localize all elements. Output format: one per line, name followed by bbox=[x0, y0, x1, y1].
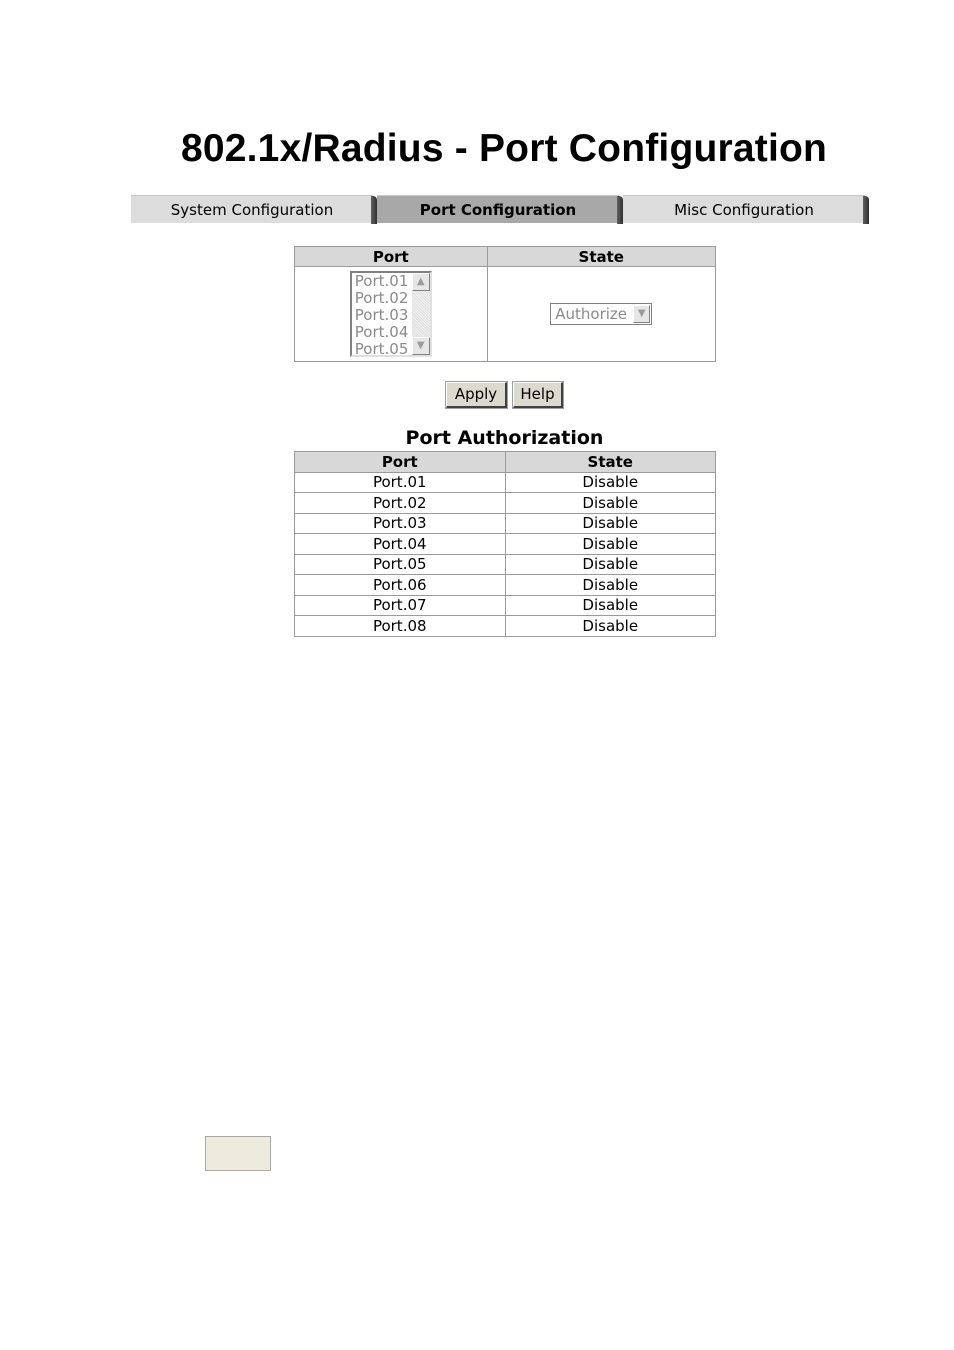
tab-port-configuration[interactable] bbox=[377, 195, 619, 223]
tab-edge bbox=[863, 196, 869, 224]
state-select-cell bbox=[487, 267, 715, 362]
port-authorization-table bbox=[294, 451, 716, 637]
port-option[interactable]: Port.04 bbox=[354, 323, 409, 341]
page-title: 802.1x/Radius - Port Configuration bbox=[180, 127, 828, 170]
auth-state-header: State bbox=[505, 452, 716, 473]
table-row bbox=[295, 493, 716, 514]
tab-label: System Configuration bbox=[170, 201, 334, 219]
row-port: Port.06 bbox=[295, 575, 506, 596]
row-port: Port.02 bbox=[295, 493, 506, 514]
apply-button[interactable]: Apply bbox=[446, 382, 507, 408]
port-option[interactable]: Port.01 bbox=[354, 272, 409, 290]
row-state: Disable bbox=[505, 595, 716, 616]
table-row bbox=[295, 575, 716, 596]
row-port: Port.05 bbox=[295, 554, 506, 575]
port-authorization-title: Port Authorization bbox=[405, 427, 604, 449]
table-row bbox=[295, 534, 716, 555]
tab-label: Misc Configuration bbox=[674, 201, 814, 219]
port-listbox[interactable] bbox=[350, 271, 432, 357]
port-option[interactable]: Port.05 bbox=[354, 340, 409, 357]
scroll-up-arrow-icon[interactable]: ▲ bbox=[412, 273, 430, 291]
table-row bbox=[295, 472, 716, 493]
state-dropdown-value: Authorize bbox=[555, 305, 628, 323]
port-select-cell bbox=[295, 267, 488, 362]
row-state: Disable bbox=[505, 575, 716, 596]
tab-misc-configuration[interactable] bbox=[623, 195, 865, 223]
port-option[interactable]: Port.02 bbox=[354, 289, 409, 307]
scroll-down-arrow-icon[interactable]: ▼ bbox=[412, 337, 430, 355]
row-port: Port.08 bbox=[295, 616, 506, 637]
row-port: Port.01 bbox=[295, 472, 506, 493]
row-state: Disable bbox=[505, 472, 716, 493]
table-row bbox=[295, 616, 716, 637]
row-state: Disable bbox=[505, 554, 716, 575]
tab-bar bbox=[131, 195, 876, 223]
listbox-scrollbar[interactable] bbox=[412, 273, 430, 355]
port-header: Port bbox=[295, 247, 488, 267]
chevron-down-icon[interactable]: ▼ bbox=[633, 305, 650, 323]
port-option[interactable]: Port.03 bbox=[354, 306, 409, 324]
row-state: Disable bbox=[505, 534, 716, 555]
help-button[interactable]: Help bbox=[513, 382, 563, 408]
table-row bbox=[295, 513, 716, 534]
row-port: Port.03 bbox=[295, 513, 506, 534]
port-config-table bbox=[294, 246, 716, 362]
row-port: Port.04 bbox=[295, 534, 506, 555]
table-row bbox=[295, 595, 716, 616]
table-row bbox=[295, 554, 716, 575]
auth-port-header: Port bbox=[295, 452, 506, 473]
state-header: State bbox=[487, 247, 715, 267]
blank-button[interactable] bbox=[205, 1136, 271, 1171]
tab-system-configuration[interactable] bbox=[131, 195, 373, 223]
row-state: Disable bbox=[505, 513, 716, 534]
row-state: Disable bbox=[505, 493, 716, 514]
row-port: Port.07 bbox=[295, 595, 506, 616]
row-state: Disable bbox=[505, 616, 716, 637]
tab-label: Port Configuration bbox=[419, 201, 577, 219]
state-dropdown[interactable] bbox=[550, 303, 652, 325]
